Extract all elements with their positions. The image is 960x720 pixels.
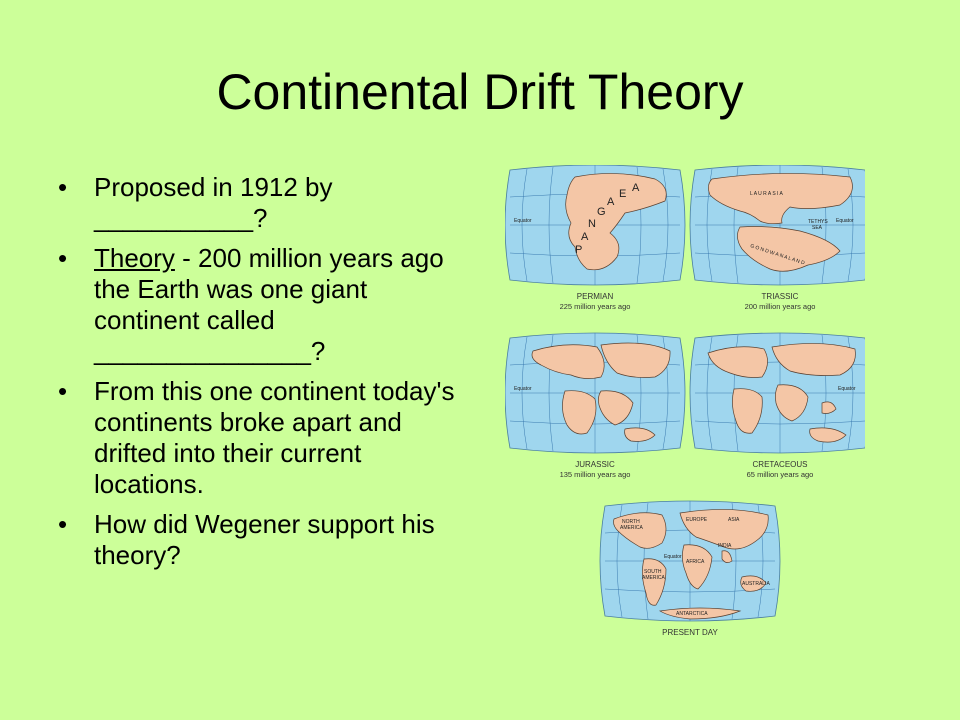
- north-label: NORTH: [622, 519, 640, 525]
- bullet-item: [58, 172, 478, 234]
- bullet-item: [58, 376, 478, 500]
- tethys-label: TETHYS: [808, 219, 828, 225]
- america-label: AMERICA: [642, 575, 665, 581]
- bullet-dot-icon: •: [58, 172, 68, 202]
- cretaceous-age: 65 million years ago: [746, 470, 814, 479]
- pangaea-letter: G: [597, 206, 606, 218]
- pangaea-letter: N: [588, 218, 596, 230]
- triassic-name: TRIASSIC: [761, 292, 799, 301]
- antarctica-label: ANTARCTICA: [676, 611, 708, 617]
- america-label: AMERICA: [620, 525, 643, 531]
- bullet-list: [58, 172, 478, 580]
- map-permian: [505, 165, 685, 311]
- south-label: SOUTH: [644, 569, 662, 575]
- jurassic-equator-label: Equator: [514, 386, 532, 392]
- bullet-1-line-2: ___________?: [94, 203, 268, 233]
- map-triassic: [690, 165, 865, 311]
- bullet-item: [58, 509, 478, 571]
- europe-label: EUROPE: [686, 517, 708, 523]
- bullet-item: [58, 243, 478, 367]
- pangaea-letter: E: [619, 188, 627, 200]
- map-jurassic: [505, 333, 685, 479]
- bullet-dot-icon: •: [58, 243, 68, 273]
- permian-name: PERMIAN: [576, 292, 614, 301]
- india-label: INDIA: [718, 543, 732, 549]
- present-day-name: PRESENT DAY: [662, 628, 718, 637]
- bullet-2-text: - 200 million years ago the Earth was one giant continent called _______________?: [94, 243, 444, 366]
- bullet-dot-icon: •: [58, 509, 68, 539]
- triassic-equator-label: Equator: [836, 218, 854, 224]
- cretaceous-name: CRETACEOUS: [752, 460, 808, 469]
- map-cretaceous: [690, 333, 865, 479]
- bullet-3-text: From this one continent today's continents broke apart and drifted into their current locations.: [94, 376, 455, 499]
- pangaea-letter: A: [607, 196, 615, 208]
- slide-title: Continental Drift Theory: [216, 64, 744, 120]
- asia-label: ASIA: [728, 517, 740, 523]
- jurassic-name: JURASSIC: [575, 460, 615, 469]
- pangaea-letter: A: [632, 182, 640, 194]
- cretaceous-equator-label: Equator: [838, 386, 856, 392]
- continental-drift-maps-figure: [505, 165, 865, 655]
- theory-word: Theory: [94, 243, 175, 273]
- present-equator-label: Equator: [664, 554, 682, 560]
- pangaea-letter: A: [581, 231, 589, 243]
- australia-label: AUSTRALIA: [742, 581, 770, 587]
- bullet-1-line-1: Proposed in 1912 by: [94, 172, 333, 202]
- pangaea-letter: P: [575, 244, 583, 256]
- bullet-dot-icon: •: [58, 376, 68, 406]
- laurasia-label: L A U R A S I A: [750, 191, 783, 197]
- bullet-4-text: How did Wegener support his theory?: [94, 509, 435, 570]
- permian-age: 225 million years ago: [559, 302, 631, 311]
- africa-label: AFRICA: [686, 559, 705, 565]
- triassic-age: 200 million years ago: [744, 302, 816, 311]
- permian-equator-label: Equator: [514, 218, 532, 224]
- map-present-day: [600, 501, 780, 637]
- jurassic-age: 135 million years ago: [559, 470, 631, 479]
- sea-label: SEA: [812, 225, 823, 231]
- gondwanaland-label: G O N D W A N A L A N D: [749, 243, 806, 267]
